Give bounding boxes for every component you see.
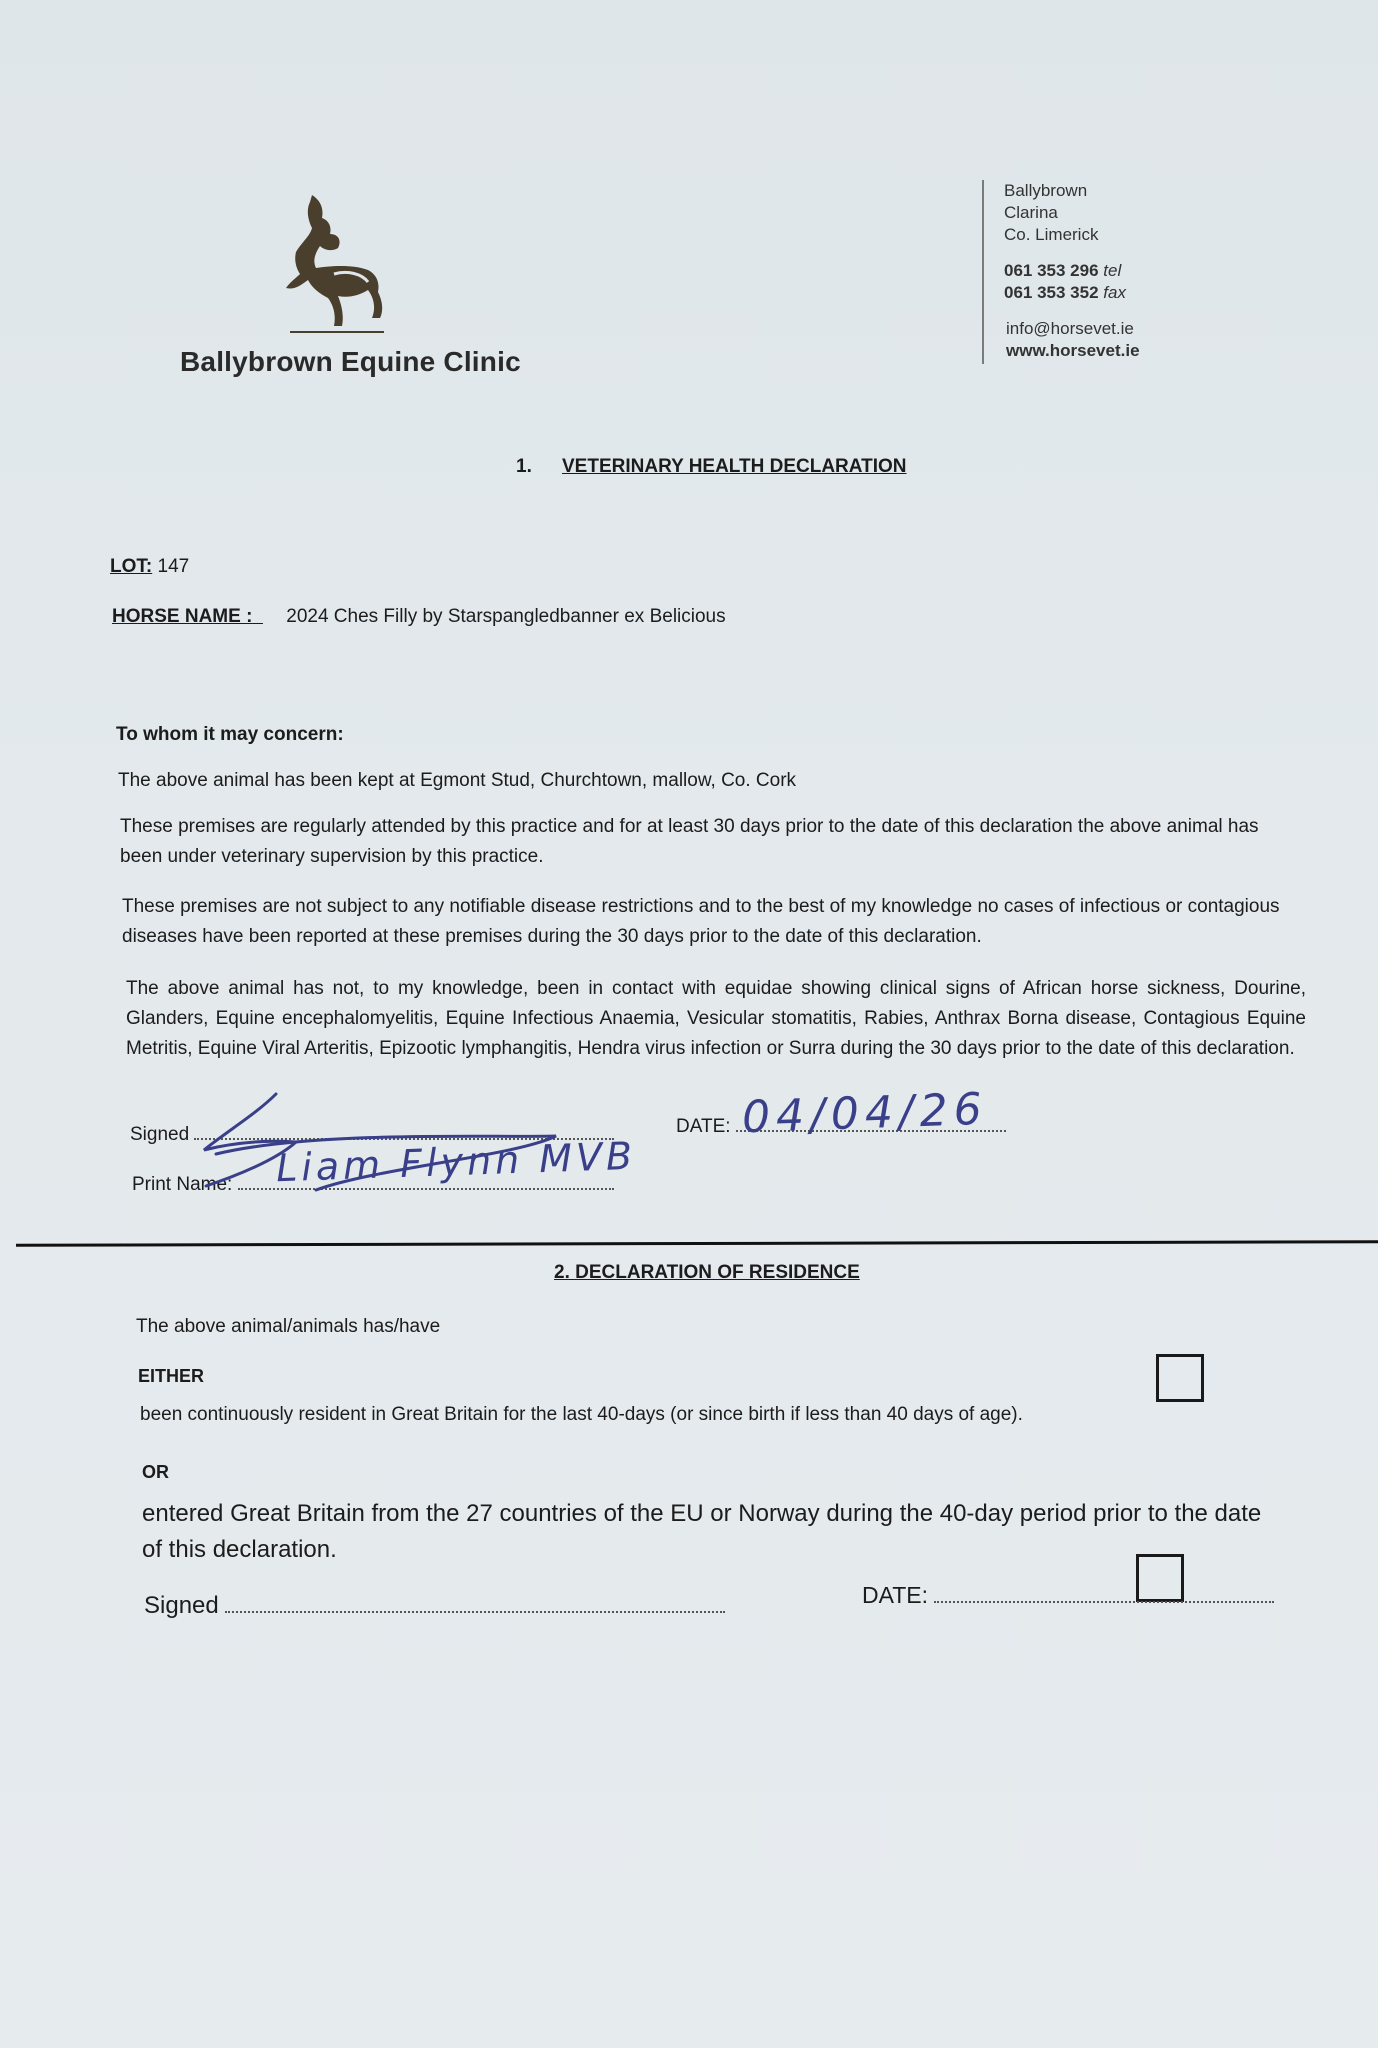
lot-value: 147 [157, 556, 190, 577]
horse-name-line [112, 606, 726, 628]
paragraph-premises: The above animal has been kept at Egmont Stud, Churchtown, mallow, Co. Cork [118, 770, 797, 791]
option-1-text: been continuously resident in Great Britain for the last 40-days (or since birth if less than 40 days of age). [140, 1404, 1023, 1425]
section-1-heading [516, 456, 906, 478]
either-label: EITHER [138, 1366, 205, 1386]
fax-label: fax [1103, 283, 1126, 302]
clinic-name: Ballybrown Equine Clinic [180, 346, 521, 377]
phone-line [1004, 260, 1121, 282]
lot-line [110, 556, 189, 578]
option-1-checkbox[interactable] [1156, 1354, 1204, 1402]
paragraph-diseases: The above animal has not, to my knowledge, been in contact with equidae showing clinical signs of African horse sickness, Dourine, Glanders, Equine encephalomyelitis, Equine Infectious Anaemia, Vesicular stomatitis, Rabies, Anthrax Borna disease, Contagious Equine Metritis, Equine Viral Arteritis, Epizootic lymphangitis, Hendra virus infection or Surra during the 30 days prior to the date of this declaration. [126, 978, 1306, 1059]
website: www.horsevet.ie [1006, 341, 1140, 360]
handwritten-date: 04/04/26 [741, 1083, 989, 1144]
paragraph-restrictions: These premises are not subject to any notifiable disease restrictions and to the best of my knowledge no cases of infectious or contagious diseases have been reported at these premises during the 30 days prior to the date of this declaration. [122, 896, 1280, 947]
phone-number: 061 353 296 [1004, 261, 1099, 280]
fax-number: 061 353 352 [1004, 283, 1099, 302]
address-divider [982, 180, 984, 364]
date-label-1: DATE: [676, 1116, 731, 1137]
address-line-3: Co. Limerick [1004, 225, 1099, 244]
or-label: OR [142, 1462, 169, 1482]
signed-label-1: Signed [130, 1124, 190, 1145]
print-name-label: Print Name: [132, 1174, 233, 1195]
signed-label-2: Signed [144, 1592, 219, 1619]
section-divider [16, 1240, 1378, 1247]
option-2-text: entered Great Britain from the 27 countries of the EU or Norway during the 40-day period prior to the date of this declaration. [142, 1500, 1262, 1563]
signature-field-2[interactable] [225, 1595, 725, 1613]
email: info@horsevet.ie [1006, 319, 1134, 338]
handwritten-print-name: Liam Flynn MVB [275, 1133, 637, 1191]
section-2-title: 2. DECLARATION OF RESIDENCE [554, 1262, 860, 1283]
fax-line [1004, 282, 1126, 304]
date-line-2 [862, 1582, 1274, 1609]
section-1-number: 1. [516, 456, 532, 477]
residence-intro: The above animal/animals has/have [136, 1316, 441, 1337]
horse-name-value: 2024 Ches Filly by Starspangledbanner ex Belicious [286, 606, 726, 627]
signature-line-2 [144, 1592, 725, 1620]
address-line-1: Ballybrown [1004, 181, 1088, 200]
phone-label: tel [1103, 261, 1122, 280]
date-field-2[interactable] [934, 1585, 1274, 1603]
salutation: To whom it may concern: [116, 724, 344, 745]
date-label-2: DATE: [862, 1582, 929, 1608]
paragraph-supervision: These premises are regularly attended by this practice and for at least 30 days prior to the date of this declaration the above animal has been under veterinary supervision by this practice. [120, 816, 1259, 867]
rearing-horse-logo-icon [272, 190, 402, 340]
lot-label: LOT: [110, 556, 153, 577]
address-line-2: Clarina [1004, 203, 1058, 222]
horse-name-label: HORSE NAME : [112, 606, 253, 627]
section-1-title: VETERINARY HEALTH DECLARATION [562, 456, 907, 477]
